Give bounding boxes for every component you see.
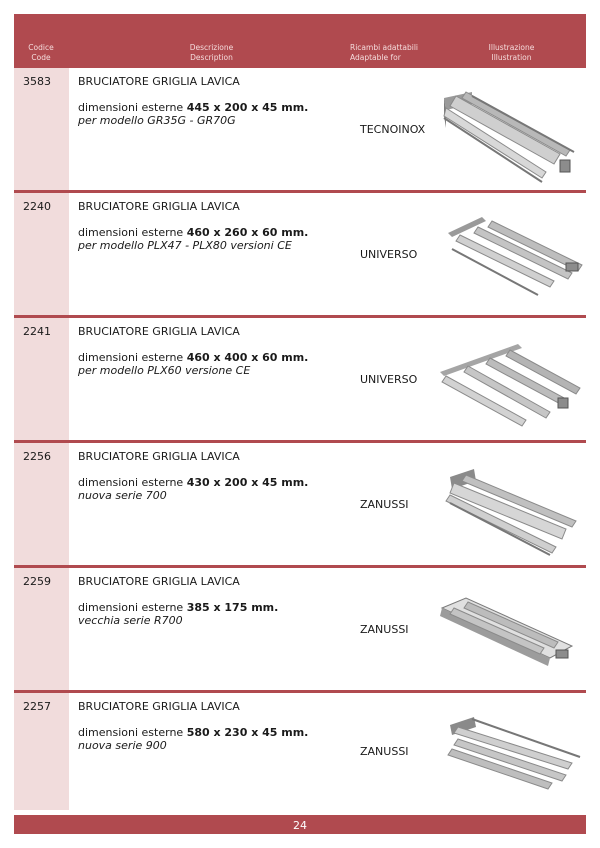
product-title: BRUCIATORE GRIGLIA LAVICA (78, 575, 240, 588)
header-illus-it: Illustrazione (488, 43, 535, 52)
product-code: 2257 (23, 700, 51, 713)
product-code: 2241 (23, 325, 51, 338)
product-dimensions (78, 726, 308, 739)
product-code: 2256 (23, 450, 51, 463)
dim-value: 430 x 200 x 45 mm. (186, 476, 309, 489)
header-adaptable (350, 43, 430, 62)
dim-value: 580 x 230 x 45 mm. (186, 726, 309, 739)
table-header (14, 14, 586, 68)
product-title: BRUCIATORE GRIGLIA LAVICA (78, 200, 240, 213)
brand-name: UNIVERSO (360, 248, 418, 261)
page-footer (14, 818, 586, 834)
product-model: nuova serie 900 (78, 739, 167, 752)
header-code-en: Code (31, 52, 51, 62)
brand-name: ZANUSSI (360, 623, 409, 636)
burner-image (434, 201, 584, 309)
brand-name: TECNOINOX (360, 123, 426, 136)
header-parts-en: Adaptable for (350, 52, 401, 62)
table-row (14, 443, 586, 568)
header-illus-en: Illustration (491, 52, 532, 62)
table-row (14, 193, 586, 318)
brand-name: UNIVERSO (360, 373, 418, 386)
product-dimensions (78, 226, 308, 239)
product-model: per modello PLX60 versione CE (78, 364, 251, 377)
header-desc-it: Descrizione (189, 43, 234, 52)
product-title: BRUCIATORE GRIGLIA LAVICA (78, 450, 240, 463)
burner-image (434, 451, 584, 559)
dim-prefix: dimensioni esterne (78, 351, 184, 364)
brand-name: ZANUSSI (360, 745, 409, 758)
dim-value: 460 x 400 x 60 mm. (186, 351, 309, 364)
dim-prefix: dimensioni esterne (78, 601, 184, 614)
dim-value: 445 x 200 x 45 mm. (186, 101, 309, 114)
product-model: per modello PLX47 - PLX80 versioni CE (78, 239, 292, 252)
product-title: BRUCIATORE GRIGLIA LAVICA (78, 75, 240, 88)
burner-image (434, 701, 584, 809)
table-row (14, 568, 586, 693)
dim-prefix: dimensioni esterne (78, 101, 184, 114)
page-number: 24 (293, 819, 307, 832)
header-desc-en: Description (190, 52, 233, 62)
product-model: per modello GR35G - GR70G (78, 114, 236, 127)
product-title: BRUCIATORE GRIGLIA LAVICA (78, 325, 240, 338)
header-illustration (469, 43, 554, 62)
product-dimensions (78, 476, 308, 489)
product-code: 2240 (23, 200, 51, 213)
product-dimensions (78, 101, 308, 114)
burner-image (434, 576, 584, 684)
dim-prefix: dimensioni esterne (78, 726, 184, 739)
dim-value: 385 x 175 mm. (186, 601, 279, 614)
table-row (14, 318, 586, 443)
burner-image (434, 326, 584, 434)
product-code: 2259 (23, 575, 51, 588)
product-model: vecchia serie R700 (78, 614, 183, 627)
header-description (154, 43, 269, 62)
dim-prefix: dimensioni esterne (78, 476, 184, 489)
product-dimensions (78, 351, 308, 364)
table-row (14, 68, 586, 193)
product-dimensions (78, 601, 278, 614)
header-parts-it: Ricambi adattabili (350, 43, 418, 52)
table-row (14, 693, 586, 818)
product-code: 3583 (23, 75, 51, 88)
dim-prefix: dimensioni esterne (78, 226, 184, 239)
product-model: nuova serie 700 (78, 489, 167, 502)
burner-image (434, 76, 584, 184)
dim-value: 460 x 260 x 60 mm. (186, 226, 309, 239)
header-code-it: Codice (28, 43, 54, 52)
product-title: BRUCIATORE GRIGLIA LAVICA (78, 700, 240, 713)
header-code (20, 43, 62, 62)
brand-name: ZANUSSI (360, 498, 409, 511)
